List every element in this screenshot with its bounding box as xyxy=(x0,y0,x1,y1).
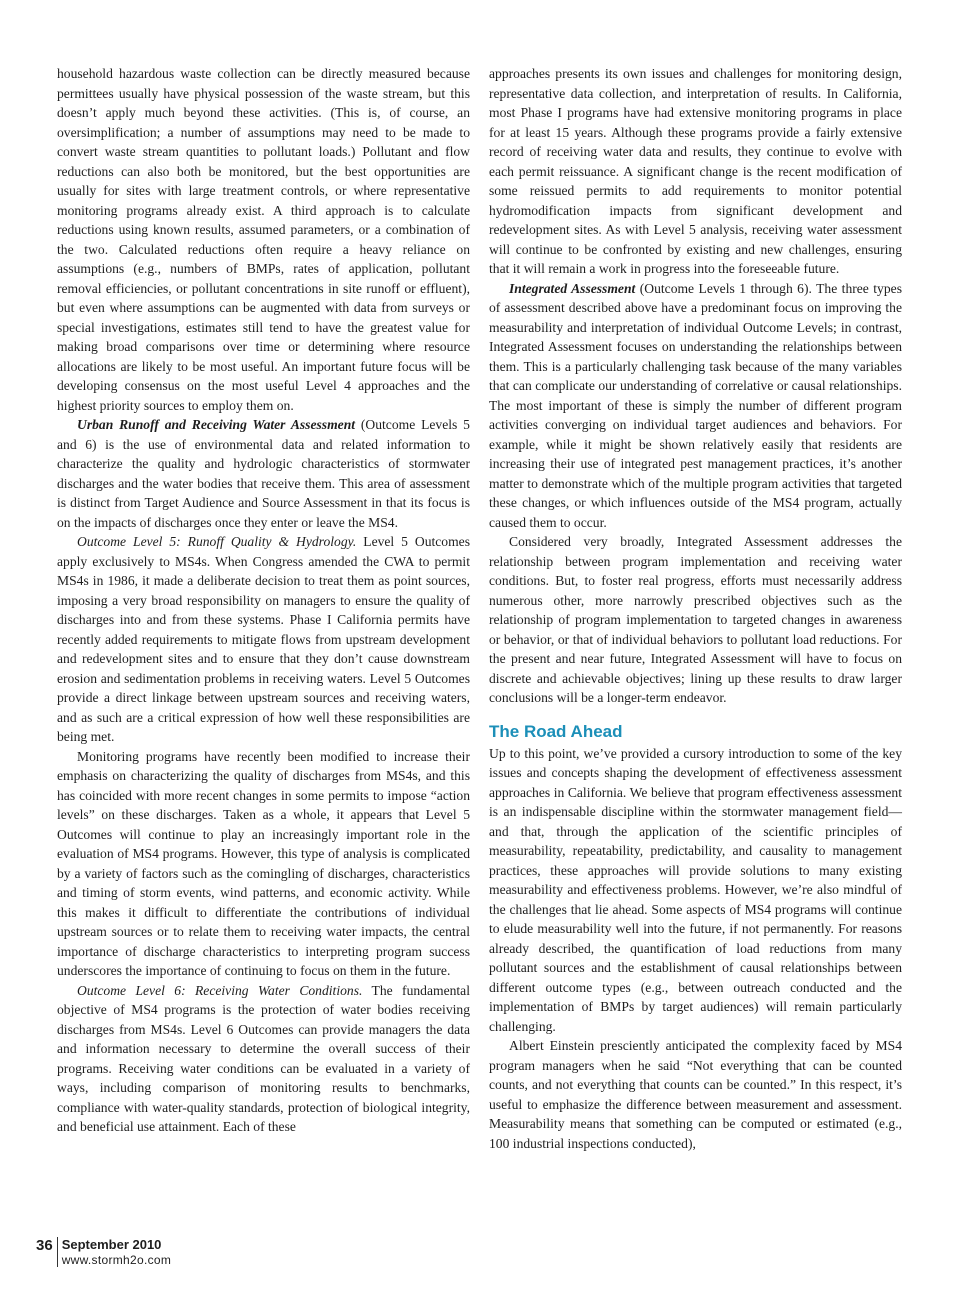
paragraph-text: (Outcome Levels 1 through 6). The three types of assessment described above have a predominant focus on improving the measurability and interpretation of individual Outcome Levels; in contrast, Integrated Assessment focuses on understanding the relationships between them. This is a particularly challenging task because of the many variables that can complicate our understanding of correlative or causal relationships. The most important of these is simply the number of different program activities converging on individual target audiences and behaviors. For example, while it might be shown relatively easily that residents are increasing their use of integrated pest management practices, it’s another matter to demonstrate which of the multiple program activities that targeted these changes, or which influences outside of the MS4 program, actually caused them to occur. xyxy=(489,280,902,530)
footer-meta xyxy=(62,1237,172,1268)
page-footer xyxy=(36,1237,171,1268)
body-paragraph xyxy=(57,415,470,532)
body-paragraph: Albert Einstein presciently anticipated the complexity faced by MS4 program managers when he said “Not everything that can be counted counts, and not everything that counts can be counted.” In this respect, it’s useful to emphasize the difference between measurement and assessment. Measurability means that something can be computed or estimated (e.g., 100 industrial inspections conducted), xyxy=(489,1038,902,1151)
paragraph-lead-heading: Outcome Level 6: Receiving Water Conditions. xyxy=(77,982,363,998)
right-column xyxy=(489,64,902,1153)
body-paragraph: Monitoring programs have recently been modified to increase their emphasis on characterizing the quality of discharges from MS4s, and this has coincided with more recent changes in some permits to impose “action levels” on these discharges. Taken as a whole, it appears that Level 5 Outcomes will continue to play an increasingly important role in the evaluation of MS4 programs. However, this type of analysis is complicated by a variety of factors such as the comingling of discharges, characteristics and timing of storm events, wind patterns, and economic activity. While this makes it difficult to differentiate the contributions of individual upstream sources or to relate them to receiving water impacts, the central importance of discharge characteristics to interpreting program success underscores the importance of continuing to focus on them in the future. xyxy=(57,748,470,978)
left-column xyxy=(57,64,470,1137)
body-paragraph: household hazardous waste collection can be directly measured because permittees usually have physical possession of the waste stream, but this doesn’t apply much beyond these activities. (This is, of course, an oversimplification; a number of assumptions may need to be made to convert waste stream quantities to pollutant loads.) Pollutant and flow reductions can also both be monitored, but the best opportunities are usually for sites with large treatment controls, or where representative monitoring programs already exist. A third approach is to calculate reductions using known results, assumed parameters, or a combination of the two. Calculated reductions often require a heavy reliance on assumptions (e.g., numbers of BMPs, rates of application, pollutant removal efficiencies, or pollutant concentrations in site runoff or effluent), but even where assumptions can be augmented with data from surveys or special investigations, estimates still tend to have the greatest value for making broad comparisons over time or determining where resource allocations are likely to be most useful. An important future focus will be developing consensus on the most useful Level 4 approaches and the highest priority sources to employ them on. xyxy=(57,66,470,413)
body-paragraph xyxy=(489,279,902,533)
paragraph-text: Level 5 Outcomes apply exclusively to MS4s. When Congress amended the CWA to permit MS4s in 1986, it made a deliberate decision to treat them as point sources, imposing a very broad responsibility on managers to ensure the quality of discharges into and from these systems. Phase I California permits have recently added requirements to mitigate flows from upstream development and redevelopment sites and to ensure that they don’t cause downstream erosion and sedimentation problems in receiving waters. Level 5 Outcomes provide a direct linkage between upstream sources and receiving waters, and as such are a critical expression of how well these responsibilities are being met. xyxy=(57,534,470,744)
paragraph-lead-heading: Integrated Assessment xyxy=(509,280,636,296)
paragraph-lead-heading: Urban Runoff and Receiving Water Assessment xyxy=(77,417,356,432)
paragraph-text: (Outcome Levels 5 and 6) is the use of environmental data and related information to characterize the quality and hydrologic characteristics of stormwater discharges and the water bodies that receive them. This area of assessment is distinct from Target Audience and Source Assessment in that its focus is on the impacts of discharges once they enter or leave the MS4. xyxy=(57,417,470,530)
paragraph-lead-heading: Outcome Level 5: Runoff Quality & Hydrology. xyxy=(77,534,357,549)
page-number: 36 xyxy=(36,1237,53,1254)
body-paragraph xyxy=(57,981,470,1137)
section-heading: The Road Ahead xyxy=(489,721,623,741)
body-paragraph xyxy=(57,532,470,747)
website-link[interactable]: www.stormh2o.com xyxy=(61,1253,172,1267)
paragraph-text: The fundamental objective of MS4 programs is the protection of water bodies receiving discharges from MS4s. Level 6 Outcomes can provide managers the data and information necessary to determine the overall success of their programs. Receiving water conditions can be evaluated in a variety of ways, including comparison of monitoring results to benchmarks, compliance with water-quality standards, protection of biological integrity, and beneficial use attainment. Each of these xyxy=(57,982,470,1134)
body-paragraph: approaches presents its own issues and challenges for monitoring design, representative data collection, and interpretation of results. In California, most Phase I programs have had extensive monitoring programs in place for at least 15 years. Although these programs provide a fairly extensive record of receiving water data and results, they continue to evolve with each permit reissuance. A significant change is the recent modification of some reissued permits to add requirements to monitor potential hydromodification impacts from significant development and redevelopment sites. As with Level 5 analysis, receiving water assessment will continue to be confronted by existing and new challenges, ensuring that it will remain a work in progress into the foreseeable future. xyxy=(489,66,902,276)
body-paragraph: Considered very broadly, Integrated Assessment addresses the relationship between program implementation and receiving water conditions. But, to foster real progress, efforts must necessarily address numerous other, more narrowly prescribed objectives such as the relationship of program implementation to targeted changes in awareness or behavior, or that of individual behaviors to pollutant load reductions. For the present and near future, Integrated Assessment will have to focus on discrete and achievable objectives; lining up these results to draw larger conclusions will be a longer-term endeavor. xyxy=(489,534,902,705)
body-paragraph: Up to this point, we’ve provided a cursory introduction to some of the key issues and concepts shaping the development of effectiveness assessment approaches in California. We believe that program effectiveness assessment is an indispensable discipline within the stormwater management field—and that, through the application of the scientific principles of measurability, repeatability, predictability, and causality to management practices, these approaches will provide solutions to many existing measurability and effectiveness problems. However, we’re also mindful of the challenges that lie ahead. Some aspects of MS4 programs will continue to elude measurability well into the future, if not permanently. For reasons already described, the quantification of load reductions from many pollutant sources and the establishment of causal relationships between different outcome types (e.g., between outreach conducted and the implementation of BMPs by target audiences) will remain particularly challenging. xyxy=(489,745,902,1034)
footer-divider xyxy=(57,1237,58,1267)
issue-date: September 2010 xyxy=(61,1237,162,1252)
